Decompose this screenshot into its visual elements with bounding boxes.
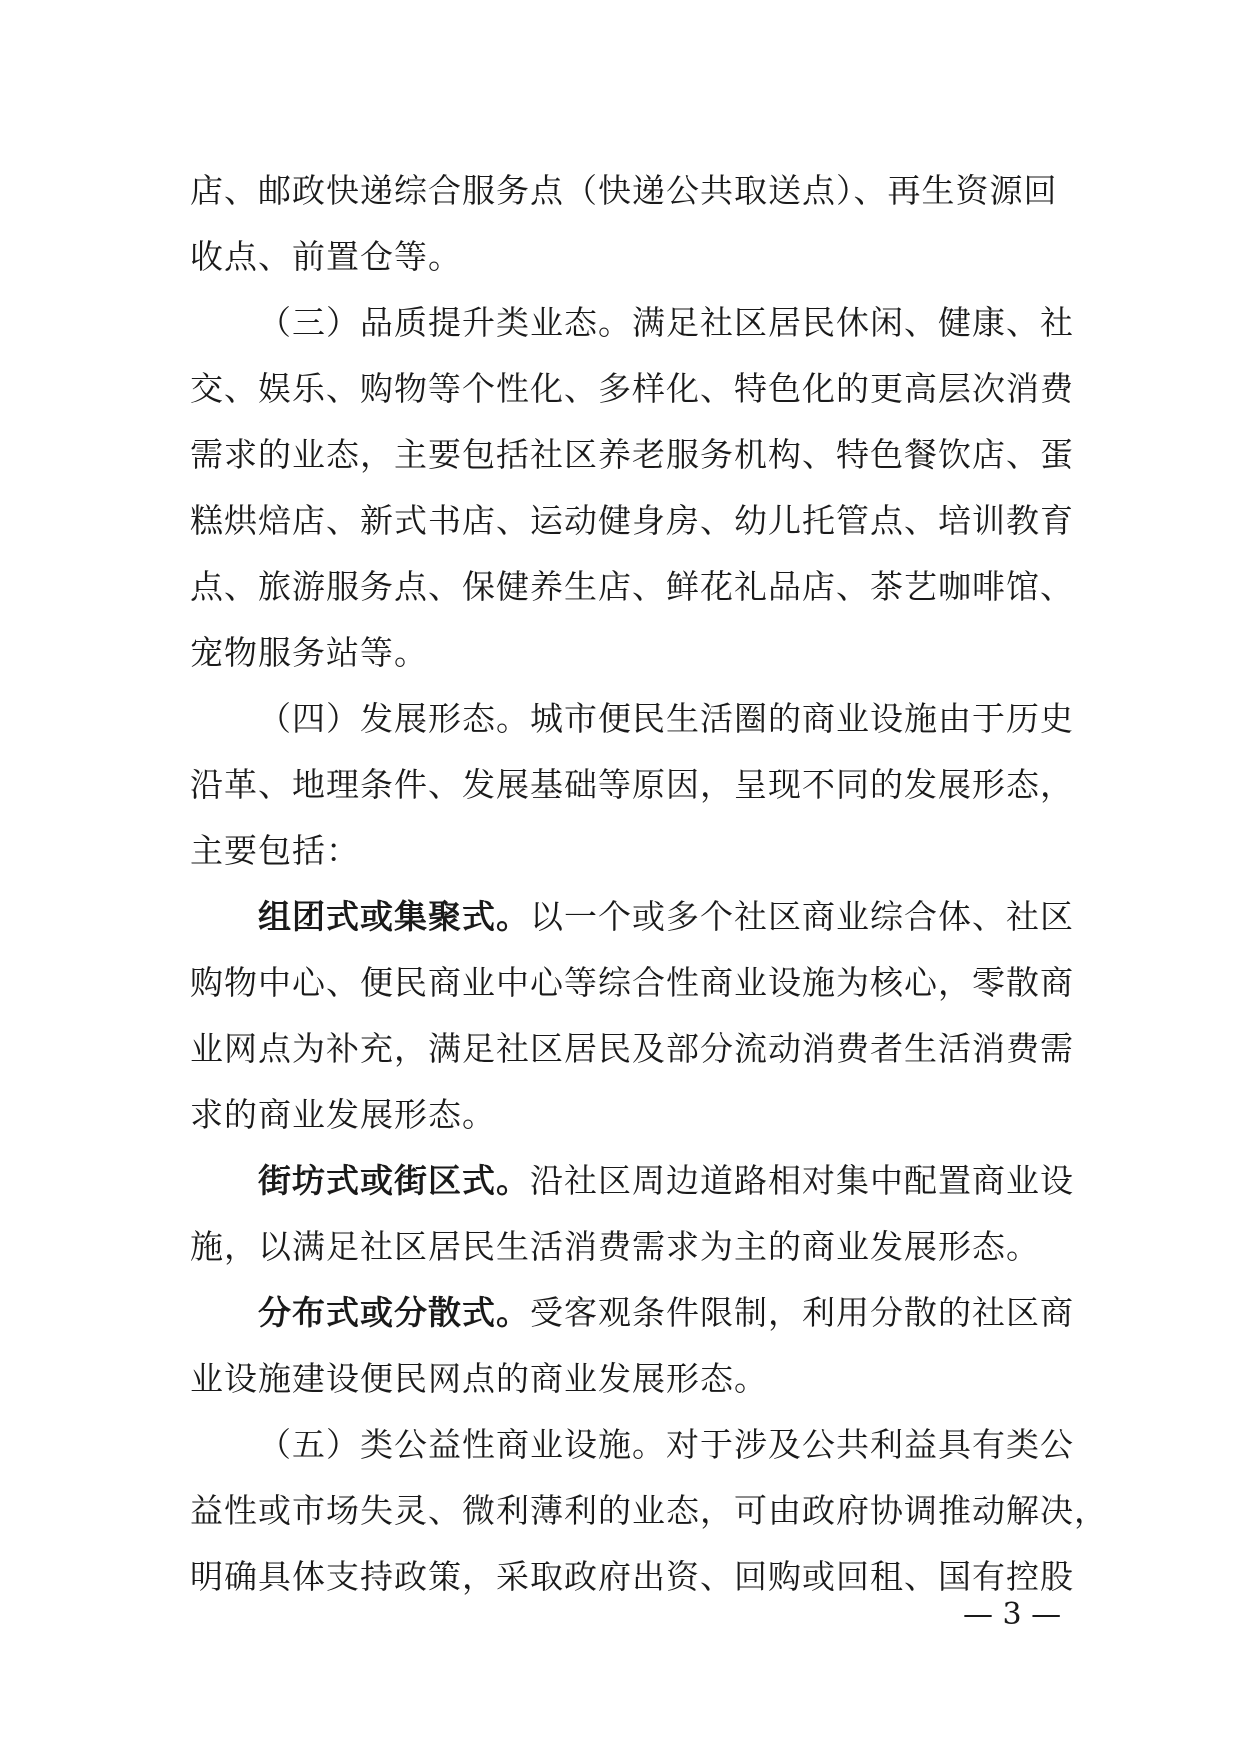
text-line: 点、旅游服务点、保健养生店、鲜花礼品店、茶艺咖啡馆、 — [190, 567, 1074, 606]
text-line: 主要包括： — [190, 831, 360, 870]
text-line: （三）品质提升类业态。满足社区居民休闲、健康、社 — [258, 303, 1074, 342]
text-line: （四）发展形态。城市便民生活圈的商业设施由于历史 — [258, 699, 1074, 738]
page-number: — 3 — — [963, 1597, 1062, 1632]
text-line: 糕烘焙店、新式书店、运动健身房、幼儿托管点、培训教育 — [190, 501, 1074, 540]
paragraph-section-5 — [190, 1412, 1108, 1610]
text-line — [190, 1280, 1074, 1346]
text-span: 沿社区周边道路相对集中配置商业设 — [530, 1161, 1074, 1200]
text-line: （五）类公益性商业设施。对于涉及公共利益具有类公 — [258, 1425, 1074, 1464]
paragraph-continuation — [190, 158, 1058, 290]
paragraph-cluster-form — [190, 884, 1074, 1148]
text-line: 需求的业态，主要包括社区养老服务机构、特色餐饮店、蛋 — [190, 435, 1074, 474]
text-line: 益性或市场失灵、微利薄利的业态，可由政府协调推动解决， — [190, 1491, 1108, 1530]
bold-lead-term: 组团式或集聚式。 — [258, 897, 530, 936]
bold-lead-term: 分布式或分散式。 — [258, 1293, 530, 1332]
text-line: 业网点为补充，满足社区居民及部分流动消费者生活消费需 — [190, 1029, 1074, 1068]
text-line — [190, 884, 1074, 950]
text-line: 明确具体支持政策，采取政府出资、回购或回租、国有控股 — [190, 1557, 1074, 1596]
text-line: 购物中心、便民商业中心等综合性商业设施为核心，零散商 — [190, 963, 1074, 1002]
paragraph-distributed-form — [190, 1280, 1074, 1412]
document-body — [190, 158, 1108, 1610]
text-line: 收点、前置仓等。 — [190, 237, 462, 276]
paragraph-street-form — [190, 1148, 1074, 1280]
paragraph-section-4 — [190, 686, 1074, 884]
text-span: 受客观条件限制，利用分散的社区商 — [530, 1293, 1074, 1332]
text-line: 沿革、地理条件、发展基础等原因，呈现不同的发展形态， — [190, 765, 1074, 804]
text-line: 宠物服务站等。 — [190, 633, 428, 672]
text-line: 施，以满足社区居民生活消费需求为主的商业发展形态。 — [190, 1227, 1040, 1266]
text-line: 店、邮政快递综合服务点（快递公共取送点）、再生资源回 — [190, 171, 1058, 210]
text-line: 求的商业发展形态。 — [190, 1095, 496, 1134]
paragraph-section-3 — [190, 290, 1074, 686]
text-line: 交、娱乐、购物等个性化、多样化、特色化的更高层次消费 — [190, 369, 1074, 408]
bold-lead-term: 街坊式或街区式。 — [258, 1161, 530, 1200]
text-line: 业设施建设便民网点的商业发展形态。 — [190, 1359, 768, 1398]
text-span: 以一个或多个社区商业综合体、社区 — [530, 897, 1074, 936]
text-line — [190, 1148, 1074, 1214]
